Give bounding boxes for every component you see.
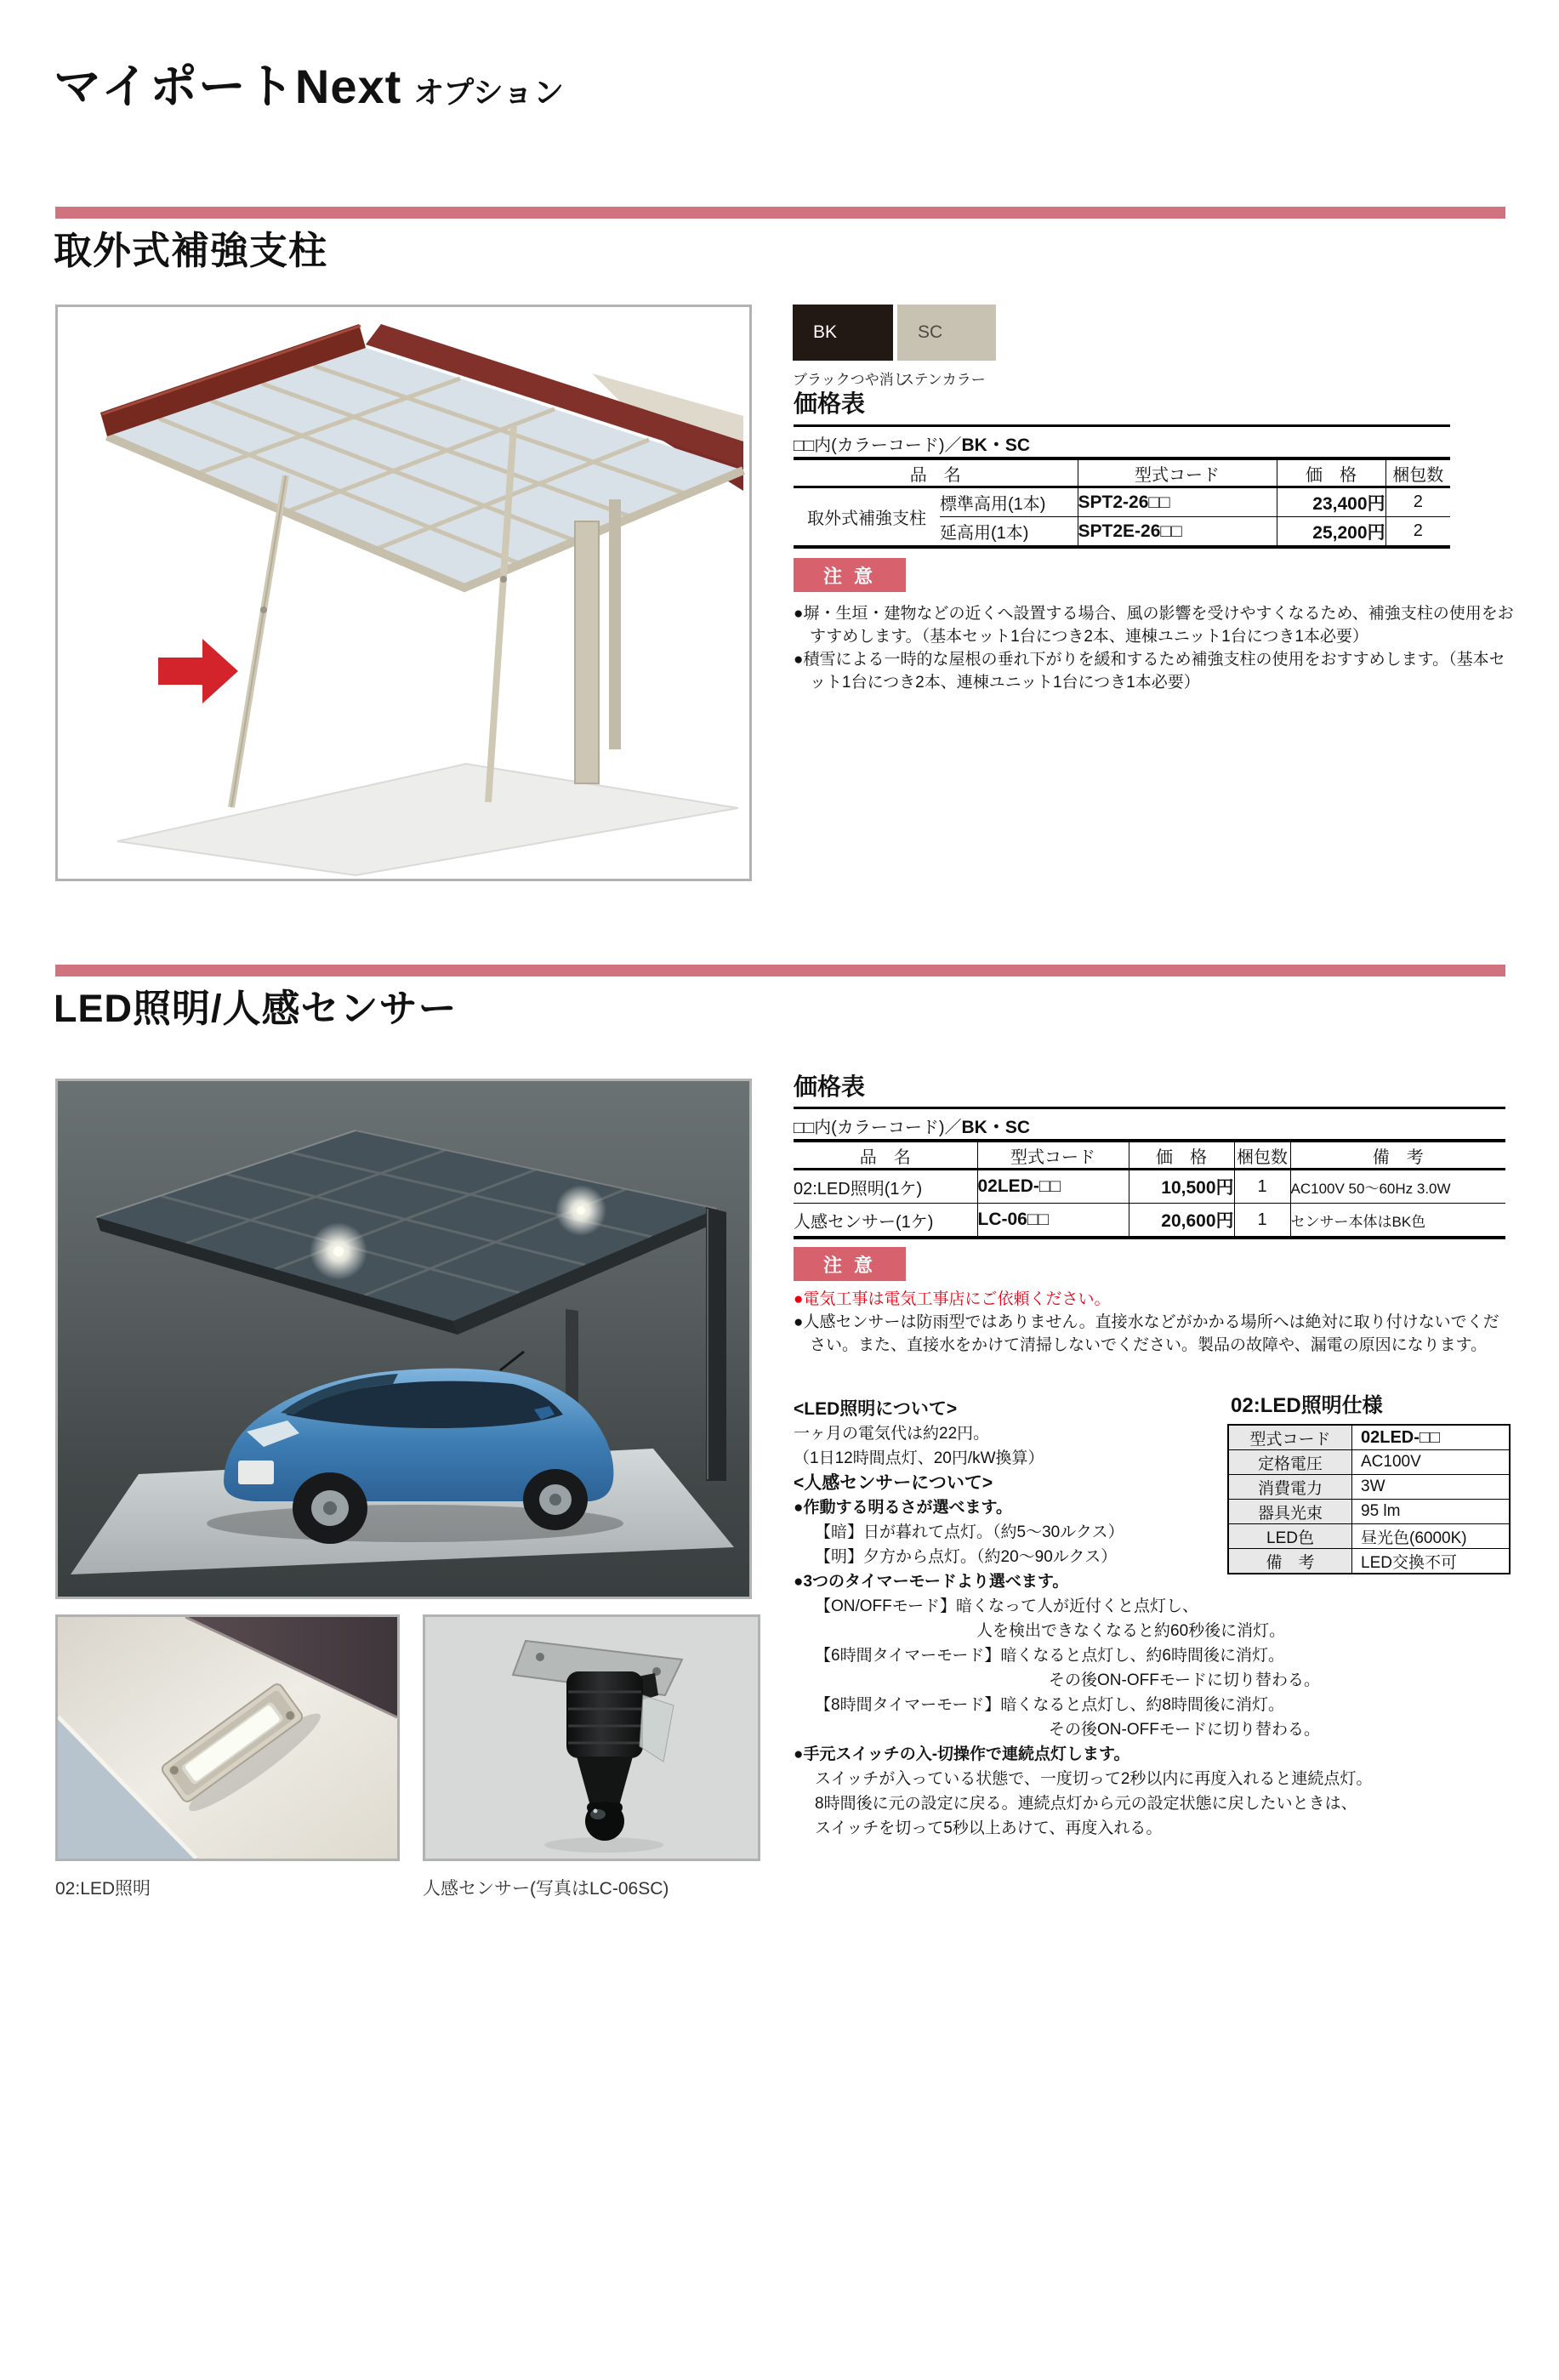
package-qty-cell: 1	[1234, 1204, 1290, 1238]
carport-day-illustration	[58, 307, 749, 879]
price-cell: 10,500円	[1129, 1170, 1234, 1204]
spec-row: LED色 昼光色(6000K)	[1228, 1524, 1510, 1549]
price-cell: 23,400円	[1277, 487, 1385, 517]
col-header: 型式コード	[1078, 458, 1277, 487]
spec-row: 型式コード 02LED-□□	[1228, 1425, 1510, 1450]
col-header: 品 名	[794, 1141, 977, 1170]
table-row	[794, 1204, 1505, 1238]
price-table-heading: 価格表	[794, 390, 866, 417]
color-code-note: □□内(カラーコード)／BK・SC	[794, 1118, 1030, 1137]
price-table-heading: 価格表	[794, 1073, 866, 1100]
col-header: 型式コード	[977, 1141, 1129, 1170]
caution-notes	[794, 1288, 1515, 1357]
price-table-led-sensor	[794, 1139, 1505, 1239]
model-code-cell: SPT2-26□□	[1078, 487, 1277, 517]
carport-reinforcement-photo	[55, 305, 752, 881]
price-table-reinforcement	[794, 457, 1450, 549]
swatch-label-bk: ブラックつや消し	[793, 372, 908, 388]
package-qty-cell: 2	[1385, 487, 1450, 517]
spec-table-title: 02:LED照明仕様	[1231, 1394, 1383, 1417]
led-light-illustration	[58, 1617, 397, 1859]
spec-row: 定格電圧 AC100V	[1228, 1450, 1510, 1475]
section1-heading: 取外式補強支柱	[54, 229, 328, 272]
note-item: ●塀・生垣・建物などの近くへ設置する場合、風の影響を受けやすくなるため、補強支柱の使用をおすすめします。（基本セット1台につき2本、連棟ユニット1台につき1本必要）	[794, 605, 1514, 646]
led-spec-table	[1227, 1424, 1511, 1574]
color-swatch-sc	[897, 305, 996, 361]
rule	[794, 1107, 1505, 1109]
spec-row: 備 考 LED交換不可	[1228, 1549, 1510, 1574]
caution-badge: 注 意	[794, 1247, 906, 1281]
package-qty-cell: 1	[1234, 1170, 1290, 1204]
table-row	[794, 1170, 1505, 1204]
variant-cell: 延高用(1本)	[940, 517, 1078, 548]
product-name-cell: 02:LED照明(1ケ)	[794, 1179, 923, 1199]
caution-notes	[794, 602, 1515, 694]
table-header-row	[794, 458, 1450, 487]
remarks-cell: センサー本体はBK色	[1290, 1204, 1505, 1238]
about-heading: <人感センサーについて>	[794, 1473, 993, 1493]
col-header: 価 格	[1277, 458, 1385, 487]
color-swatch-bk	[793, 305, 893, 361]
motion-sensor-photo	[423, 1614, 760, 1861]
page-title-suffix: オプション	[413, 75, 565, 110]
table-row	[794, 487, 1450, 517]
model-code-cell: LC-06□□	[977, 1204, 1129, 1238]
led-light-photo	[55, 1614, 400, 1861]
col-header: 梱包数	[1234, 1141, 1290, 1170]
red-arrow-icon	[158, 639, 238, 703]
col-header: 梱包数	[1385, 458, 1450, 487]
led-carport-night-photo	[55, 1079, 752, 1599]
product-name-cell: 取外式補強支柱	[807, 510, 926, 528]
section2-heading: LED照明/人感センサー	[54, 987, 458, 1030]
motion-sensor-illustration	[425, 1617, 758, 1859]
color-code-note: □□内(カラーコード)／BK・SC	[794, 436, 1030, 455]
remarks-cell: AC100V 50～60Hz 3.0W	[1290, 1170, 1505, 1204]
photo-caption-led: 02:LED照明	[55, 1879, 151, 1899]
spec-row: 器具光束 95 lm	[1228, 1500, 1510, 1524]
col-header: 備 考	[1290, 1141, 1505, 1170]
variant-cell: 標準高用(1本)	[940, 495, 1046, 514]
swatch-label-sc: ステンカラー	[900, 372, 986, 388]
note-item: ●人感センサーは防雨型ではありません。直接水などがかかる場所へは絶対に取り付けないでください。また、直接水をかけて清掃しないでください。製品の故障や、漏電の原因になります。	[794, 1313, 1499, 1354]
led-sensor-description: <LED照明について> 一ヶ月の電気代は約22円。 （1日12時間点灯、20円/kW換算） <人感センサーについて> ●作動する明るさが選べます。 【暗】日が暮れて点灯。（約5〜30ルクス） 【明】夕方から点灯。（約20〜90ルクス） ●3つのタイマーモードより選べます。 【ON/OFFモード】暗くなって人が近付くと点灯し、 人を検出できなくなると約60秒後に消灯。 【6時間タイマーモード】暗くなると点灯し、約6時間後に消灯。 その後ON-OFFモードに切り替わる。 【8時間タイマーモード】暗くなると点灯し、約8時間後に消灯。 その後ON-OFFモードに切り替わる。 ●手元スイッチの入-切操作で連続点灯します。 スイッチが入っている状態で、一度切って2秒以内に再度入れると連続点灯。 8時間後に元の設定に戻る。連続点灯から元の設定状態に戻したいときは、 スイッチを切って5秒以上あけて、再度入れる。	[794, 1397, 1515, 1841]
swatch-code: SC	[918, 322, 943, 342]
col-header: 品 名	[794, 458, 1078, 487]
spec-row: 消費電力 3W	[1228, 1475, 1510, 1500]
page-title	[54, 49, 564, 117]
about-heading: <LED照明について>	[794, 1399, 958, 1419]
page-title-main: マイポートNext	[54, 60, 402, 113]
price-cell: 20,600円	[1129, 1204, 1234, 1238]
model-code-cell: 02LED-□□	[977, 1170, 1129, 1204]
section2-accent-bar	[55, 965, 1505, 976]
table-header-row	[794, 1141, 1505, 1170]
price-cell: 25,200円	[1277, 517, 1385, 548]
note-item: ●積雪による一時的な屋根の垂れ下がりを緩和するため補強支柱の使用をおすすめします。（基本セット1台につき2本、連棟ユニット1台につき1本必要）	[794, 651, 1505, 692]
carport-night-illustration	[58, 1081, 749, 1597]
note-item-electrical: ●電気工事は電気工事店にご依頼ください。	[794, 1290, 1111, 1308]
package-qty-cell: 2	[1385, 517, 1450, 548]
col-header: 価 格	[1129, 1141, 1234, 1170]
model-code-cell: SPT2E-26□□	[1078, 517, 1277, 548]
section1-accent-bar	[55, 207, 1505, 219]
swatch-code: BK	[813, 322, 838, 342]
photo-caption-sensor: 人感センサー(写真はLC-06SC)	[423, 1879, 669, 1899]
rule	[794, 424, 1450, 427]
caution-badge: 注 意	[794, 558, 906, 592]
product-name-cell: 人感センサー(1ケ)	[794, 1204, 977, 1238]
